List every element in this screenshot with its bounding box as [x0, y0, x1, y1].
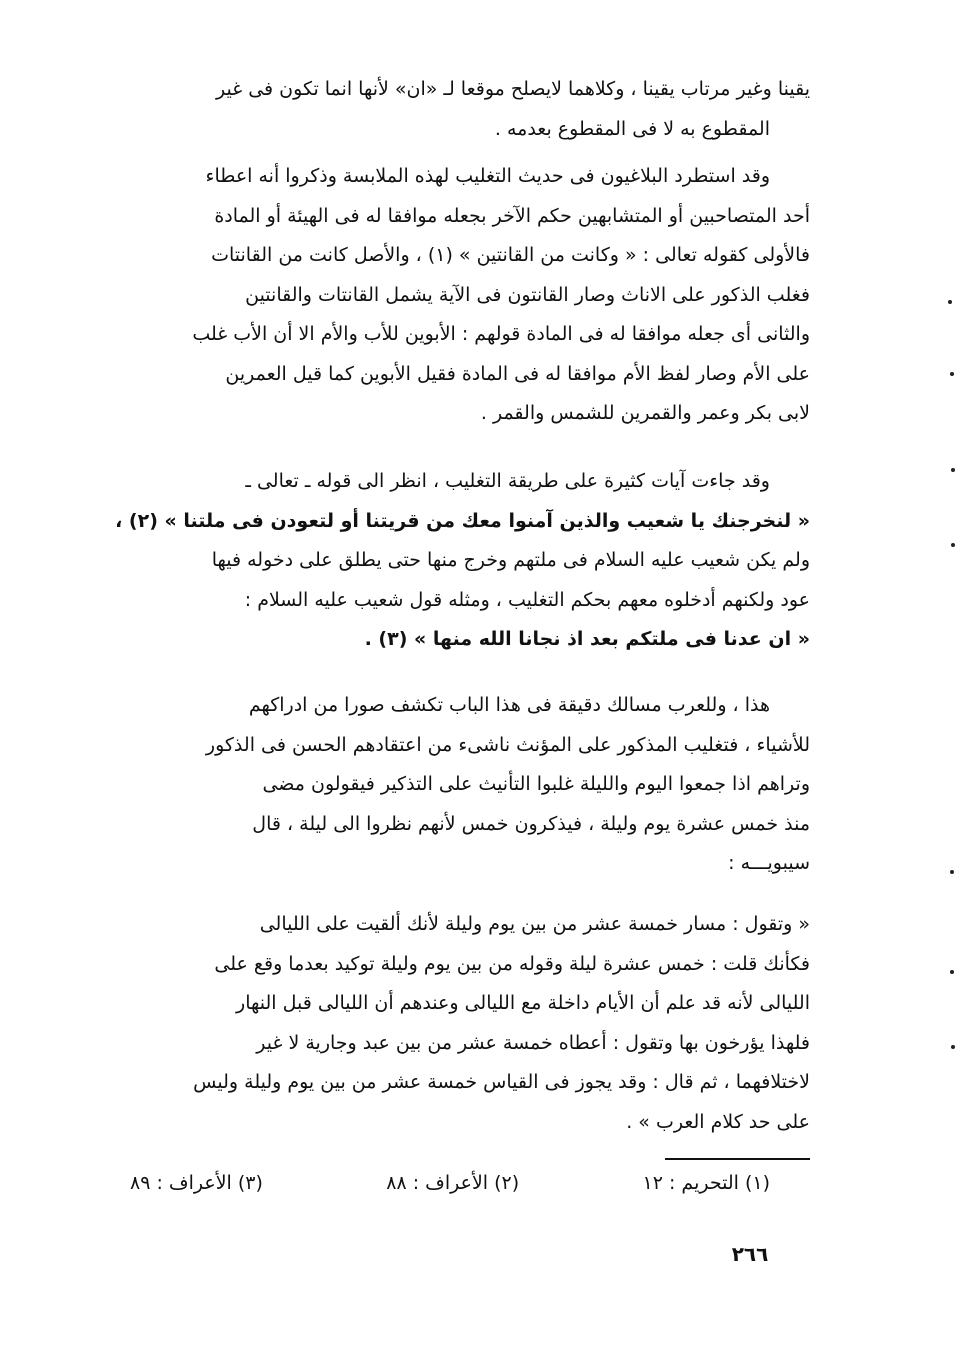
- text-line: لابى بكر وعمر والقمرين للشمس والقمر .: [480, 402, 810, 424]
- text-line: فالأولى كقوله تعالى : « وكانت من القانتين » (١) ، والأصل كانت من القانتات: [211, 244, 810, 266]
- text-line: فلهذا يؤرخون بها وتقول : أعطاه خمسة عشر من بين عبد وجارية لا غير: [256, 1031, 810, 1054]
- footnote-separator: [665, 1158, 810, 1160]
- paragraph-4: [130, 686, 810, 884]
- scan-speck: [951, 543, 955, 547]
- text-line: وقد استطرد البلاغيون فى حديث التغليب لهذه الملابسة وذكروا أنه اعطاء: [205, 165, 770, 187]
- scan-speck: [951, 1045, 955, 1049]
- text-line: سيبويـــه :: [728, 852, 810, 874]
- paragraph-1: [130, 70, 810, 149]
- footnote-1: (١) التحريم : ١٢: [642, 1172, 770, 1194]
- text-line: يقينا وغير مرتاب يقينا ، وكلاهما لايصلح موقعا لـ «ان» لأنها انما تكون فى غير: [216, 78, 810, 100]
- footnote-3: (٣) الأعراف : ٨٩: [130, 1172, 263, 1194]
- scan-speck: [950, 870, 954, 874]
- quran-quote-line: « ان عدنا فى ملتكم بعد اذ نجانا الله منها » (٣) .: [364, 628, 810, 650]
- footnote-2: (٢) الأعراف : ٨٨: [386, 1172, 520, 1194]
- footnotes: [130, 1172, 770, 1194]
- text-line: الليالى لأنه قد علم أن الأيام داخلة مع الليالى وعندهم أن الليالى قبل النهار: [236, 992, 810, 1014]
- text-line: ولم يكن شعيب عليه السلام فى ملتهم وخرج منها حتى يطلق على دخوله فيها: [211, 549, 810, 571]
- text-line: منذ خمس عشرة يوم وليلة ، فيذكرون خمس لأنهم نظروا الى ليلة ، قال: [252, 812, 810, 835]
- text-line: وقد جاءت آيات كثيرة على طريقة التغليب ، انظر الى قوله ـ تعالى ـ: [245, 470, 770, 492]
- scan-speck: [948, 300, 952, 304]
- text-line: فغلب الذكور على الاناث وصار القانتون فى الآية يشمل القانتات والقانتين: [245, 283, 810, 306]
- text-line: فكأنك قلت : خمس عشرة ليلة وقوله من بين يوم وليلة توكيد بعدما وقع على: [214, 952, 810, 975]
- quran-quote-line: « لنخرجنك يا شعيب والذين آمنوا معك من قريتنا أو لتعودن فى ملتنا » (٢) ،: [115, 509, 810, 532]
- page-number: ٢٦٦: [731, 1242, 769, 1266]
- scan-speck: [951, 468, 955, 472]
- text-line: على الأم وصار لفظ الأم موافقا له فى المادة فقيل الأبوين كما قيل العمرين: [225, 362, 810, 385]
- text-line: « وتقول : مسار خمسة عشر من بين يوم وليلة لأنك ألقيت على الليالى: [259, 913, 810, 935]
- paragraph-5-quotation: [130, 905, 810, 1142]
- text-line: هذا ، وللعرب مسالك دقيقة فى هذا الباب تكشف صورا من ادراكهم: [248, 694, 770, 716]
- paragraph-2: [130, 157, 810, 434]
- text-line: للأشياء ، فتغليب المذكور على المؤنث ناشىء من اعتقادهم الحسن فى الذكور: [205, 733, 810, 756]
- paragraph-3: [115, 462, 810, 660]
- text-line: عود ولكنهم أدخلوه معهم بحكم التغليب ، ومثله قول شعيب عليه السلام :: [244, 588, 810, 611]
- text-line: على حد كلام العرب » .: [626, 1110, 810, 1133]
- text-line: لاختلافهما ، ثم قال : وقد يجوز فى القياس خمسة عشر من بين يوم وليلة وليس: [193, 1071, 810, 1093]
- text-line: أحد المتصاحبين أو المتشابهين حكم الآخر بجعله موافقا له فى الهيئة أو المادة: [214, 204, 810, 227]
- scan-speck: [950, 372, 954, 376]
- scan-speck: [950, 970, 954, 974]
- text-line: المقطوع به لا فى المقطوع بعدمه .: [494, 117, 770, 140]
- text-line: وتراهم اذا جمعوا اليوم والليلة غلبوا التأنيث على التذكير فيقولون مضى: [262, 773, 810, 795]
- text-line: والثانى أى جعله موافقا له فى المادة قولهم : الأبوين للأب والأم الا أن الأب غلب: [192, 323, 810, 345]
